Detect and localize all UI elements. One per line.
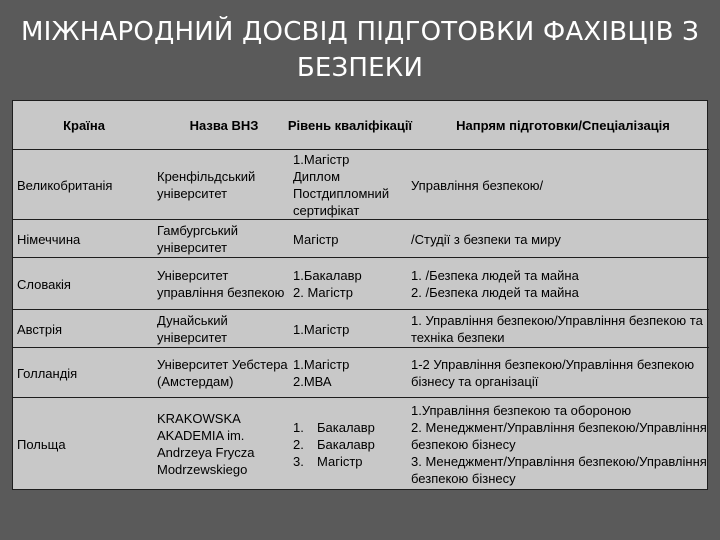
table-header-row <box>13 101 709 149</box>
list-item-number: 1. <box>293 419 304 435</box>
country-cell: Польща <box>17 436 66 452</box>
level-cell <box>293 398 418 490</box>
table-row <box>13 149 709 220</box>
list-item-number: 3. <box>293 453 304 469</box>
table-row <box>13 257 709 310</box>
university-cell: KRAKOWSKA AKADEMIA im. Andrzeya Fryсza Modrzewskiego <box>157 411 255 477</box>
specialization-cell: 1. Управління безпекою/Управління безпекою та техніка безпеки <box>411 313 703 345</box>
country-cell: Австрія <box>17 321 63 337</box>
level-cell: 1.Магістр 2.МВА <box>293 357 350 389</box>
level-list <box>293 419 375 470</box>
university-cell: Університет управління безпекою <box>157 268 285 300</box>
table-row <box>13 347 709 398</box>
university-cell: Гамбургський університет <box>157 223 239 255</box>
country-cell: Великобританія <box>17 177 113 193</box>
header-specialization: Напрям підготовки/Спеціалізація <box>456 117 670 133</box>
table-row <box>13 219 709 258</box>
table-row <box>13 309 709 348</box>
slide-title: МІЖНАРОДНИЙ ДОСВІД ПІДГОТОВКИ ФАХІВЦІВ З БЕЗПЕКИ <box>21 17 699 83</box>
level-cell: Магістр <box>293 231 339 247</box>
specialization-cell: 1.Управління безпекою та обороною 2. Менеджмент/Управління безпекою/Управління безпекою бізнесу 3. Менеджмент/Управління безпекою/Управління безпекою бізнесу <box>411 402 707 486</box>
list-item <box>293 436 375 453</box>
training-table <box>12 100 708 490</box>
specialization-cell: 1-2 Управління безпекою/Управління безпекою бізнесу та організації <box>411 357 695 389</box>
list-item-text: Бакалавр <box>317 419 375 435</box>
university-cell: Дунайський університет <box>157 313 228 345</box>
list-item <box>293 453 375 470</box>
table-row <box>13 397 709 490</box>
level-cell: 1.Магістр <box>293 321 350 337</box>
specialization-cell: 1. /Безпека людей та майна 2. /Безпека людей та майна <box>411 268 579 300</box>
level-cell: 1.Магістр Диплом Постдипломний сертифікат <box>293 152 390 218</box>
specialization-cell: /Студії з безпеки та миру <box>411 231 561 247</box>
header-level: Рівень кваліфікації <box>287 117 413 133</box>
header-university: Назва ВНЗ <box>189 117 259 133</box>
level-cell: 1.Бакалавр 2. Магістр <box>293 268 362 300</box>
header-country: Країна <box>63 117 105 133</box>
specialization-cell: Управління безпекою/ <box>411 177 544 193</box>
university-cell: Університет Уебстера (Амстердам) <box>157 357 288 389</box>
list-item <box>293 419 375 436</box>
country-cell: Словакія <box>17 276 71 292</box>
list-item-text: Бакалавр <box>317 436 375 452</box>
university-cell: Кренфільдський університет <box>157 169 256 201</box>
list-item-text: Магістр <box>317 453 363 469</box>
list-item-number: 2. <box>293 436 304 452</box>
country-cell: Голландія <box>17 365 78 381</box>
country-cell: Німеччина <box>17 231 81 247</box>
